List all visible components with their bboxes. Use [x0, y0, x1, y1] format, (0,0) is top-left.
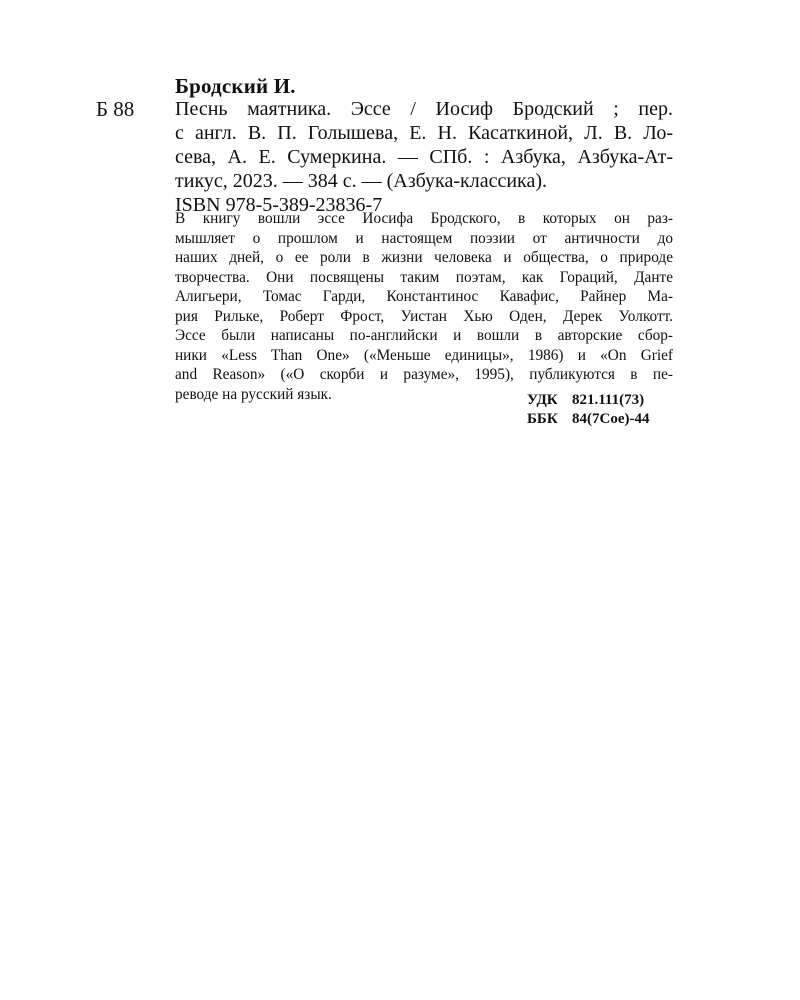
annotation-line: and Reason» («О скорби и разуме», 1995), публикуются в пе- [175, 366, 673, 383]
author-code: Б 88 [96, 97, 135, 121]
annotation-line: Алигьери, Томас Гарди, Константинос Кавафис, Райнер Ма- [175, 288, 673, 305]
annotation-line: наших дней, о ее роли в жизни человека и общества, о природе [175, 249, 673, 266]
udk-index [527, 391, 649, 410]
bibliographic-description [175, 97, 673, 193]
annotation-line: рия Рильке, Роберт Фрост, Уистан Хью Оден, Дерек Уолкотт. [175, 307, 673, 325]
bbk-label: ББК [527, 411, 558, 427]
udk-value: 821.111(73) [572, 392, 645, 408]
bibliographic-line: с англ. В. П. Голышева, Е. Н. Касаткиной, Л. В. Ло- [175, 122, 673, 144]
classification-indices [527, 391, 649, 429]
annotation-line: Эссе были написаны по-английски и вошли в авторские сбор- [175, 327, 673, 344]
annotation [175, 209, 673, 404]
author-heading: Бродский И. [175, 74, 296, 98]
annotation-line: ники «Less Than One» («Меньше единицы», 1986) и «On Grief [175, 346, 673, 364]
isbn: ISBN 978-5-389-23836-7 [175, 194, 383, 216]
bbk-value: 84(7Сое)-44 [572, 411, 650, 427]
annotation-line: В книгу вошли эссе Иосифа Бродского, в которых он раз- [175, 210, 673, 227]
annotation-line: творчества. Они посвящены таким поэтам, как Гораций, Данте [175, 268, 673, 286]
bbk-index [527, 410, 649, 429]
bibliographic-line: сева, А. Е. Сумеркина. — СПб. : Азбука, Азбука-Ат- [175, 146, 673, 168]
bibliographic-line: тикус, 2023. — 384 с. — (Азбука-классика). [175, 170, 547, 192]
annotation-line: реводе на русский язык. [175, 385, 332, 403]
udk-label: УДК [527, 392, 558, 408]
bibliographic-line: Песнь маятника. Эссе / Иосиф Бродский ; пер. [175, 98, 673, 120]
annotation-line: мышляет о прошлом и настоящем поэзии от античности до [175, 229, 673, 247]
